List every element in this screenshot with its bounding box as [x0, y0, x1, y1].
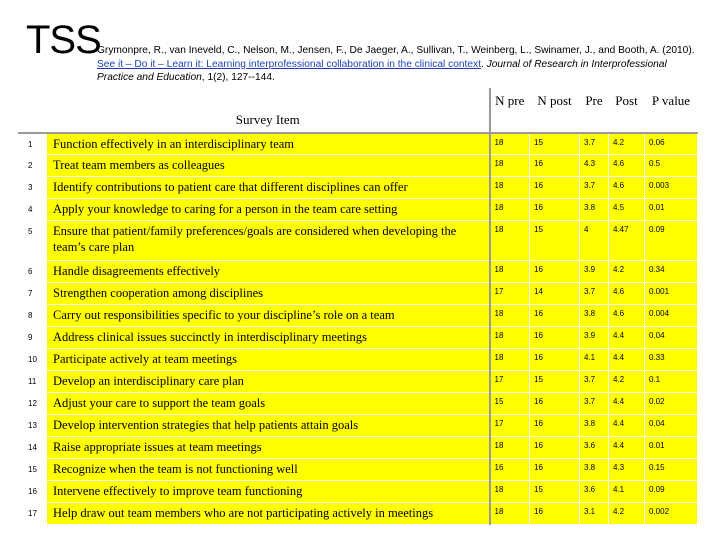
cell-pre-score: 3.6 — [580, 437, 609, 459]
cell-n-pre: 17 — [490, 415, 530, 437]
table-row — [19, 503, 698, 525]
cell-n-post: 15 — [530, 481, 580, 503]
row-number: 2 — [19, 155, 47, 177]
cell-pre-score: 3.7 — [580, 133, 609, 155]
table-row — [19, 349, 698, 371]
survey-item-text: Raise appropriate issues at team meetings — [47, 437, 490, 459]
cell-pre-score: 4 — [580, 221, 609, 261]
table-row — [19, 481, 698, 503]
cell-p-value: 0.33 — [645, 349, 698, 371]
cell-post-score: 4.4 — [609, 327, 645, 349]
survey-item-text: Develop an interdisciplinary care plan — [47, 371, 490, 393]
cell-post-score: 4.2 — [609, 261, 645, 283]
cell-n-post: 16 — [530, 155, 580, 177]
survey-item-text: Participate actively at team meetings — [47, 349, 490, 371]
cell-n-pre: 18 — [490, 133, 530, 155]
survey-item-text: Address clinical issues succinctly in interdisciplinary meetings — [47, 327, 490, 349]
cell-pre-score: 3.8 — [580, 415, 609, 437]
header-survey-item: Survey Item — [47, 89, 490, 133]
cell-post-score: 4.6 — [609, 283, 645, 305]
cell-post-score: 4.1 — [609, 481, 645, 503]
cell-n-post: 14 — [530, 283, 580, 305]
cell-post-score: 4.4 — [609, 349, 645, 371]
table-row — [19, 371, 698, 393]
cell-pre-score: 3.7 — [580, 177, 609, 199]
table-row — [19, 221, 698, 261]
table-row — [19, 155, 698, 177]
table-row — [19, 199, 698, 221]
cell-pre-score: 4.1 — [580, 349, 609, 371]
row-number: 16 — [19, 481, 47, 503]
table-header — [19, 89, 698, 133]
cell-n-pre: 18 — [490, 437, 530, 459]
cell-post-score: 4.6 — [609, 305, 645, 327]
cell-pre-score: 3.6 — [580, 481, 609, 503]
row-number: 9 — [19, 327, 47, 349]
cell-n-post: 16 — [530, 393, 580, 415]
survey-item-text: Ensure that patient/family preferences/goals are considered when developing the team’s care plan — [47, 221, 490, 261]
survey-item-text: Treat team members as colleagues — [47, 155, 490, 177]
header-n-post: N post — [530, 89, 580, 133]
cell-n-pre: 16 — [490, 459, 530, 481]
cell-p-value: 0.02 — [645, 393, 698, 415]
cell-n-pre: 18 — [490, 261, 530, 283]
cell-n-pre: 18 — [490, 177, 530, 199]
cell-p-value: 0.34 — [645, 261, 698, 283]
cell-p-value: 0.1 — [645, 371, 698, 393]
cell-p-value: 0.002 — [645, 503, 698, 525]
cell-p-value: 0.003 — [645, 177, 698, 199]
cell-n-pre: 17 — [490, 283, 530, 305]
table-row — [19, 415, 698, 437]
survey-item-text: Develop intervention strategies that help patients attain goals — [47, 415, 490, 437]
row-number: 8 — [19, 305, 47, 327]
cell-n-pre: 18 — [490, 305, 530, 327]
row-number: 13 — [19, 415, 47, 437]
cell-post-score: 4.2 — [609, 371, 645, 393]
header-p-value: P value — [645, 89, 698, 133]
table-body — [19, 133, 698, 525]
row-number: 6 — [19, 261, 47, 283]
slide-title: TSS — [26, 18, 101, 62]
header-n-pre: N pre — [490, 89, 530, 133]
cell-post-score: 4.6 — [609, 155, 645, 177]
survey-table — [18, 88, 698, 525]
cell-p-value: 0.06 — [645, 133, 698, 155]
cell-p-value: 0.01 — [645, 199, 698, 221]
cell-n-post: 15 — [530, 221, 580, 261]
cell-pre-score: 3.8 — [580, 199, 609, 221]
cell-pre-score: 3.1 — [580, 503, 609, 525]
cell-post-score: 4.4 — [609, 393, 645, 415]
cell-post-score: 4.5 — [609, 199, 645, 221]
survey-item-text: Help draw out team members who are not participating actively in meetings — [47, 503, 490, 525]
row-number: 11 — [19, 371, 47, 393]
cell-post-score: 4.2 — [609, 503, 645, 525]
header-post: Post — [609, 89, 645, 133]
cell-n-pre: 18 — [490, 503, 530, 525]
cell-n-post: 16 — [530, 199, 580, 221]
citation-link[interactable]: See it – Do it – Learn it: Learning interprofessional collaboration in the clinical context — [97, 58, 481, 70]
cell-n-post: 16 — [530, 415, 580, 437]
survey-item-text: Strengthen cooperation among disciplines — [47, 283, 490, 305]
cell-n-pre: 18 — [490, 155, 530, 177]
cell-n-post: 16 — [530, 349, 580, 371]
survey-item-text: Identify contributions to patient care that different disciplines can offer — [47, 177, 490, 199]
cell-n-post: 15 — [530, 133, 580, 155]
cell-p-value: 0.09 — [645, 221, 698, 261]
header-number — [19, 89, 47, 133]
citation: Grymonpre, R., van Ineveld, C., Nelson, M., Jensen, F., De Jaeger, A., Sullivan, T., Weinberg, L., Swinamer, J., and Booth, A. (2010). See it – Do it – Learn it: Learning interprofessional collaboration in the clinical context. Journal of Research in Interprofessional Practice and Education, 1(2), 127--144. — [97, 45, 695, 83]
row-number: 17 — [19, 503, 47, 525]
cell-post-score: 4.4 — [609, 415, 645, 437]
survey-item-text: Adjust your care to support the team goals — [47, 393, 490, 415]
survey-item-text: Handle disagreements effectively — [47, 261, 490, 283]
table-row — [19, 459, 698, 481]
table-row — [19, 393, 698, 415]
cell-n-post: 15 — [530, 371, 580, 393]
cell-p-value: 0.001 — [645, 283, 698, 305]
cell-pre-score: 3.7 — [580, 283, 609, 305]
survey-item-text: Apply your knowledge to caring for a person in the team care setting — [47, 199, 490, 221]
table-row — [19, 283, 698, 305]
cell-p-value: 0.01 — [645, 437, 698, 459]
survey-item-text: Function effectively in an interdisciplinary team — [47, 133, 490, 155]
survey-item-text: Carry out responsibilities specific to your discipline’s role on a team — [47, 305, 490, 327]
row-number: 4 — [19, 199, 47, 221]
cell-post-score: 4.3 — [609, 459, 645, 481]
row-number: 1 — [19, 133, 47, 155]
cell-n-post: 16 — [530, 327, 580, 349]
cell-n-pre: 18 — [490, 327, 530, 349]
cell-post-score: 4.6 — [609, 177, 645, 199]
survey-item-text: Intervene effectively to improve team functioning — [47, 481, 490, 503]
cell-pre-score: 3.8 — [580, 305, 609, 327]
cell-pre-score: 3.8 — [580, 459, 609, 481]
cell-n-post: 16 — [530, 305, 580, 327]
cell-pre-score: 3.7 — [580, 393, 609, 415]
survey-item-text: Recognize when the team is not functioning well — [47, 459, 490, 481]
header-pre: Pre — [580, 89, 609, 133]
table-row — [19, 261, 698, 283]
citation-authors: Grymonpre, R., van Ineveld, C., Nelson, M., Jensen, F., De Jaeger, A., Sullivan, T., Weinberg, L., Swinamer, J., and Booth, A. (2010). — [97, 45, 695, 56]
row-number: 5 — [19, 221, 47, 261]
row-number: 7 — [19, 283, 47, 305]
cell-p-value: 0.04 — [645, 327, 698, 349]
cell-pre-score: 3.9 — [580, 327, 609, 349]
cell-n-post: 16 — [530, 459, 580, 481]
cell-p-value: 0.09 — [645, 481, 698, 503]
cell-n-pre: 15 — [490, 393, 530, 415]
row-number: 3 — [19, 177, 47, 199]
cell-n-pre: 18 — [490, 349, 530, 371]
cell-n-post: 16 — [530, 177, 580, 199]
table-row — [19, 437, 698, 459]
cell-pre-score: 3.7 — [580, 371, 609, 393]
cell-n-post: 16 — [530, 437, 580, 459]
cell-post-score: 4.4 — [609, 437, 645, 459]
cell-n-pre: 18 — [490, 221, 530, 261]
cell-p-value: 0.5 — [645, 155, 698, 177]
cell-pre-score: 3.9 — [580, 261, 609, 283]
row-number: 15 — [19, 459, 47, 481]
row-number: 10 — [19, 349, 47, 371]
cell-post-score: 4.47 — [609, 221, 645, 261]
table-row — [19, 305, 698, 327]
row-number: 14 — [19, 437, 47, 459]
table-row — [19, 177, 698, 199]
table-row — [19, 327, 698, 349]
cell-pre-score: 4.3 — [580, 155, 609, 177]
cell-n-post: 16 — [530, 503, 580, 525]
table-row — [19, 133, 698, 155]
cell-n-pre: 18 — [490, 199, 530, 221]
cell-n-pre: 18 — [490, 481, 530, 503]
citation-volume: , 1(2), 127--144. — [201, 72, 275, 83]
cell-p-value: 0.04 — [645, 415, 698, 437]
cell-p-value: 0.15 — [645, 459, 698, 481]
cell-n-pre: 17 — [490, 371, 530, 393]
row-number: 12 — [19, 393, 47, 415]
cell-n-post: 16 — [530, 261, 580, 283]
citation-journal: Journal of Research in Interprofessional Practice and Education — [97, 58, 667, 83]
cell-post-score: 4.2 — [609, 133, 645, 155]
cell-p-value: 0.004 — [645, 305, 698, 327]
